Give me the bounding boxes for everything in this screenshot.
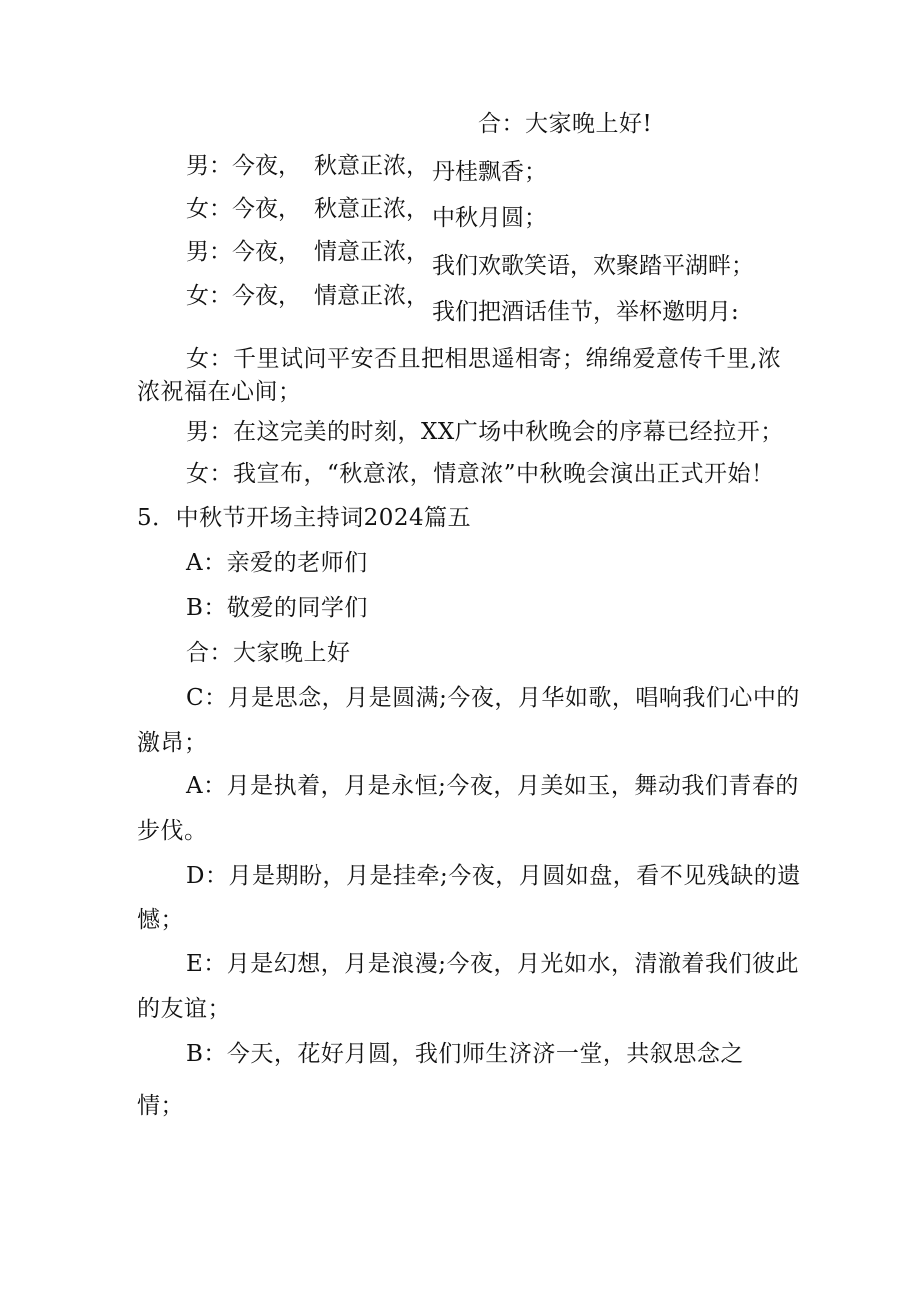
e-line-2: 的友谊； — [137, 996, 231, 1022]
a-greeting: A：亲爱的老师们 — [186, 550, 368, 576]
row3-continuation: 我们欢歌笑语，欢聚踏平湖畔； — [432, 253, 754, 279]
row3-phrase: 情意正浓， — [314, 239, 429, 265]
row2-phrase: 秋意正浓， — [314, 196, 429, 222]
b-greeting: B：敬爱的同学们 — [186, 595, 368, 621]
row1-phrase: 秋意正浓， — [314, 153, 429, 179]
e-line-1: E：月是幻想，月是浪漫;今夜，月光如水，清澈着我们彼此 — [186, 951, 800, 977]
d-line-1: D：月是期盼，月是挂牵;今夜，月圆如盘，看不见残缺的遗 — [186, 863, 801, 889]
c-line-2: 激昂； — [137, 730, 208, 756]
c-line-1: C：月是思念，月是圆满;今夜，月华如歌，唱响我们心中的 — [186, 685, 800, 711]
paragraph-3: 女：我宣布，“秋意浓，情意浓”中秋晚会演出正式开始！ — [186, 461, 775, 487]
row1-continuation: 丹桂飘香； — [432, 159, 547, 185]
row3-speaker: 男：今夜， — [186, 239, 301, 265]
section-heading: 5．中秋节开场主持词2024篇五 — [137, 505, 472, 531]
row4-phrase: 情意正浓， — [314, 283, 429, 309]
paragraph-2: 男：在这完美的时刻，XX广场中秋晚会的序幕已经拉开； — [186, 419, 784, 445]
row4-speaker: 女：今夜， — [186, 283, 301, 309]
row2-speaker: 女：今夜， — [186, 196, 301, 222]
row4-continuation: 我们把酒话佳节，举杯邀明月: — [432, 299, 739, 325]
row1-speaker: 男：今夜， — [186, 153, 301, 179]
b2-line-1: B：今天，花好月圆，我们师生济济一堂，共叙思念之 — [186, 1041, 744, 1067]
paragraph-1-line-2: 浓祝福在心间； — [137, 379, 302, 405]
together-greeting: 合：大家晚上好! — [478, 111, 653, 137]
together-greeting-2: 合：大家晚上好 — [186, 640, 351, 666]
d-line-2: 憾； — [137, 907, 184, 933]
b2-line-2: 情； — [137, 1093, 184, 1119]
paragraph-1-line-1: 女：千里试问平安否且把相思遥相寄；绵绵爱意传千里,浓 — [186, 346, 782, 372]
a2-line-2: 步伐。 — [137, 818, 208, 844]
a2-line-1: A：月是执着，月是永恒;今夜，月美如玉，舞动我们青春的 — [186, 773, 799, 799]
row2-continuation: 中秋月圆； — [432, 205, 547, 231]
